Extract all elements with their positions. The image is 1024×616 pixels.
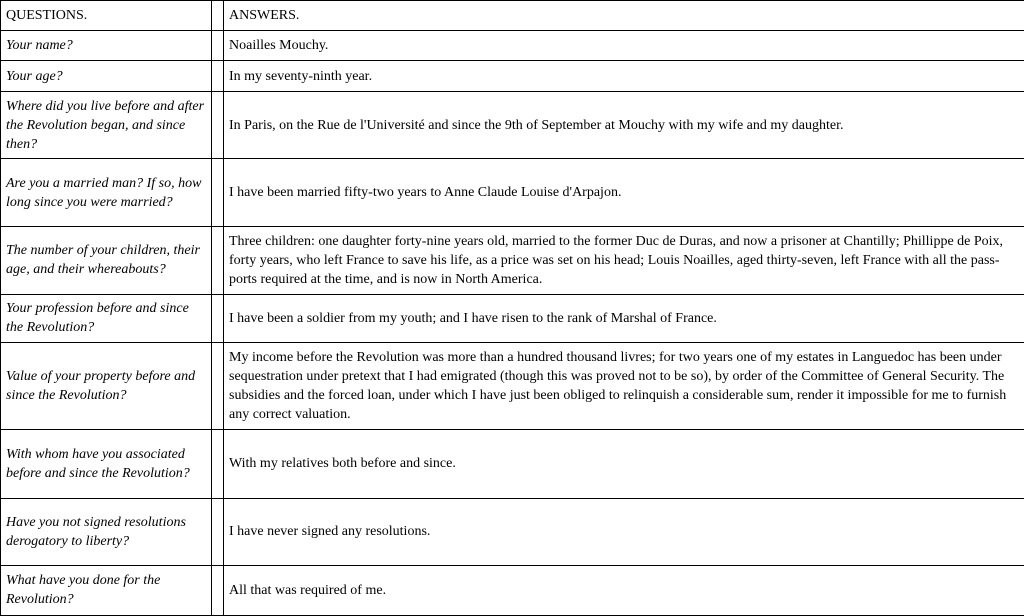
question-cell: With whom have you associated before and since the Revolution?	[1, 430, 212, 498]
question-cell: Your name?	[1, 31, 212, 61]
answer-cell: In my seventy-ninth year.	[224, 61, 1024, 92]
column-gap	[212, 31, 224, 61]
table-row	[1, 92, 1024, 159]
column-gap	[212, 61, 224, 92]
question-cell: Are you a married man? If so, how long since you were married?	[1, 159, 212, 226]
table-row	[1, 294, 1024, 342]
table-header-row	[1, 1, 1024, 31]
column-gap	[212, 430, 224, 498]
answer-cell: I have been married fifty-two years to Anne Claude Louise d'Arpajon.	[224, 159, 1024, 226]
answers-header: ANSWERS.	[224, 1, 1024, 31]
answer-cell: All that was required of me.	[224, 565, 1024, 615]
table-row	[1, 31, 1024, 61]
column-gap	[212, 498, 224, 565]
column-gap	[212, 92, 224, 159]
column-gap	[212, 1, 224, 31]
table-row	[1, 226, 1024, 294]
answer-cell: My income before the Revolution was more than a hundred thousand livres; for two years one of my estates in Languedoc has been under sequestration under pretext that I had emigrated (though this was proved not to be so), by order of the Committee of General Security. The subsidies and the forced loan, under which I have just been obliged to relinquish a considerable sum, render it impossible for me to furnish any correct valuation.	[224, 343, 1024, 430]
table-row	[1, 430, 1024, 498]
answer-cell: Noailles Mouchy.	[224, 31, 1024, 61]
table-row	[1, 343, 1024, 430]
answer-cell: Three children: one daughter forty-nine years old, married to the former Duc de Duras, and now a prisoner at Chantilly; Phillippe de Poix, forty years, who left France to save his life, as a price was set on his head; Louis Noailles, aged thirty-seven, left France with all the pass-ports required at the time, and is now in North America.	[224, 226, 1024, 294]
answer-cell: I have been a soldier from my youth; and I have risen to the rank of Marshal of France.	[224, 294, 1024, 342]
questions-header: QUESTIONS.	[1, 1, 212, 31]
column-gap	[212, 565, 224, 615]
question-cell: Have you not signed resolutions derogatory to liberty?	[1, 498, 212, 565]
question-cell: Value of your property before and since the Revolution?	[1, 343, 212, 430]
table-row	[1, 61, 1024, 92]
question-cell: Where did you live before and after the Revolution began, and since then?	[1, 92, 212, 159]
table-row	[1, 565, 1024, 615]
question-cell: What have you done for the Revolution?	[1, 565, 212, 615]
column-gap	[212, 343, 224, 430]
answer-cell: With my relatives both before and since.	[224, 430, 1024, 498]
answer-cell: I have never signed any resolutions.	[224, 498, 1024, 565]
question-cell: Your age?	[1, 61, 212, 92]
answer-cell: In Paris, on the Rue de l'Université and since the 9th of September at Mouchy with my wife and my daughter.	[224, 92, 1024, 159]
column-gap	[212, 226, 224, 294]
table-row	[1, 498, 1024, 565]
question-cell: The number of your children, their age, and their whereabouts?	[1, 226, 212, 294]
column-gap	[212, 294, 224, 342]
table-row	[1, 159, 1024, 226]
question-cell: Your profession before and since the Revolution?	[1, 294, 212, 342]
column-gap	[212, 159, 224, 226]
